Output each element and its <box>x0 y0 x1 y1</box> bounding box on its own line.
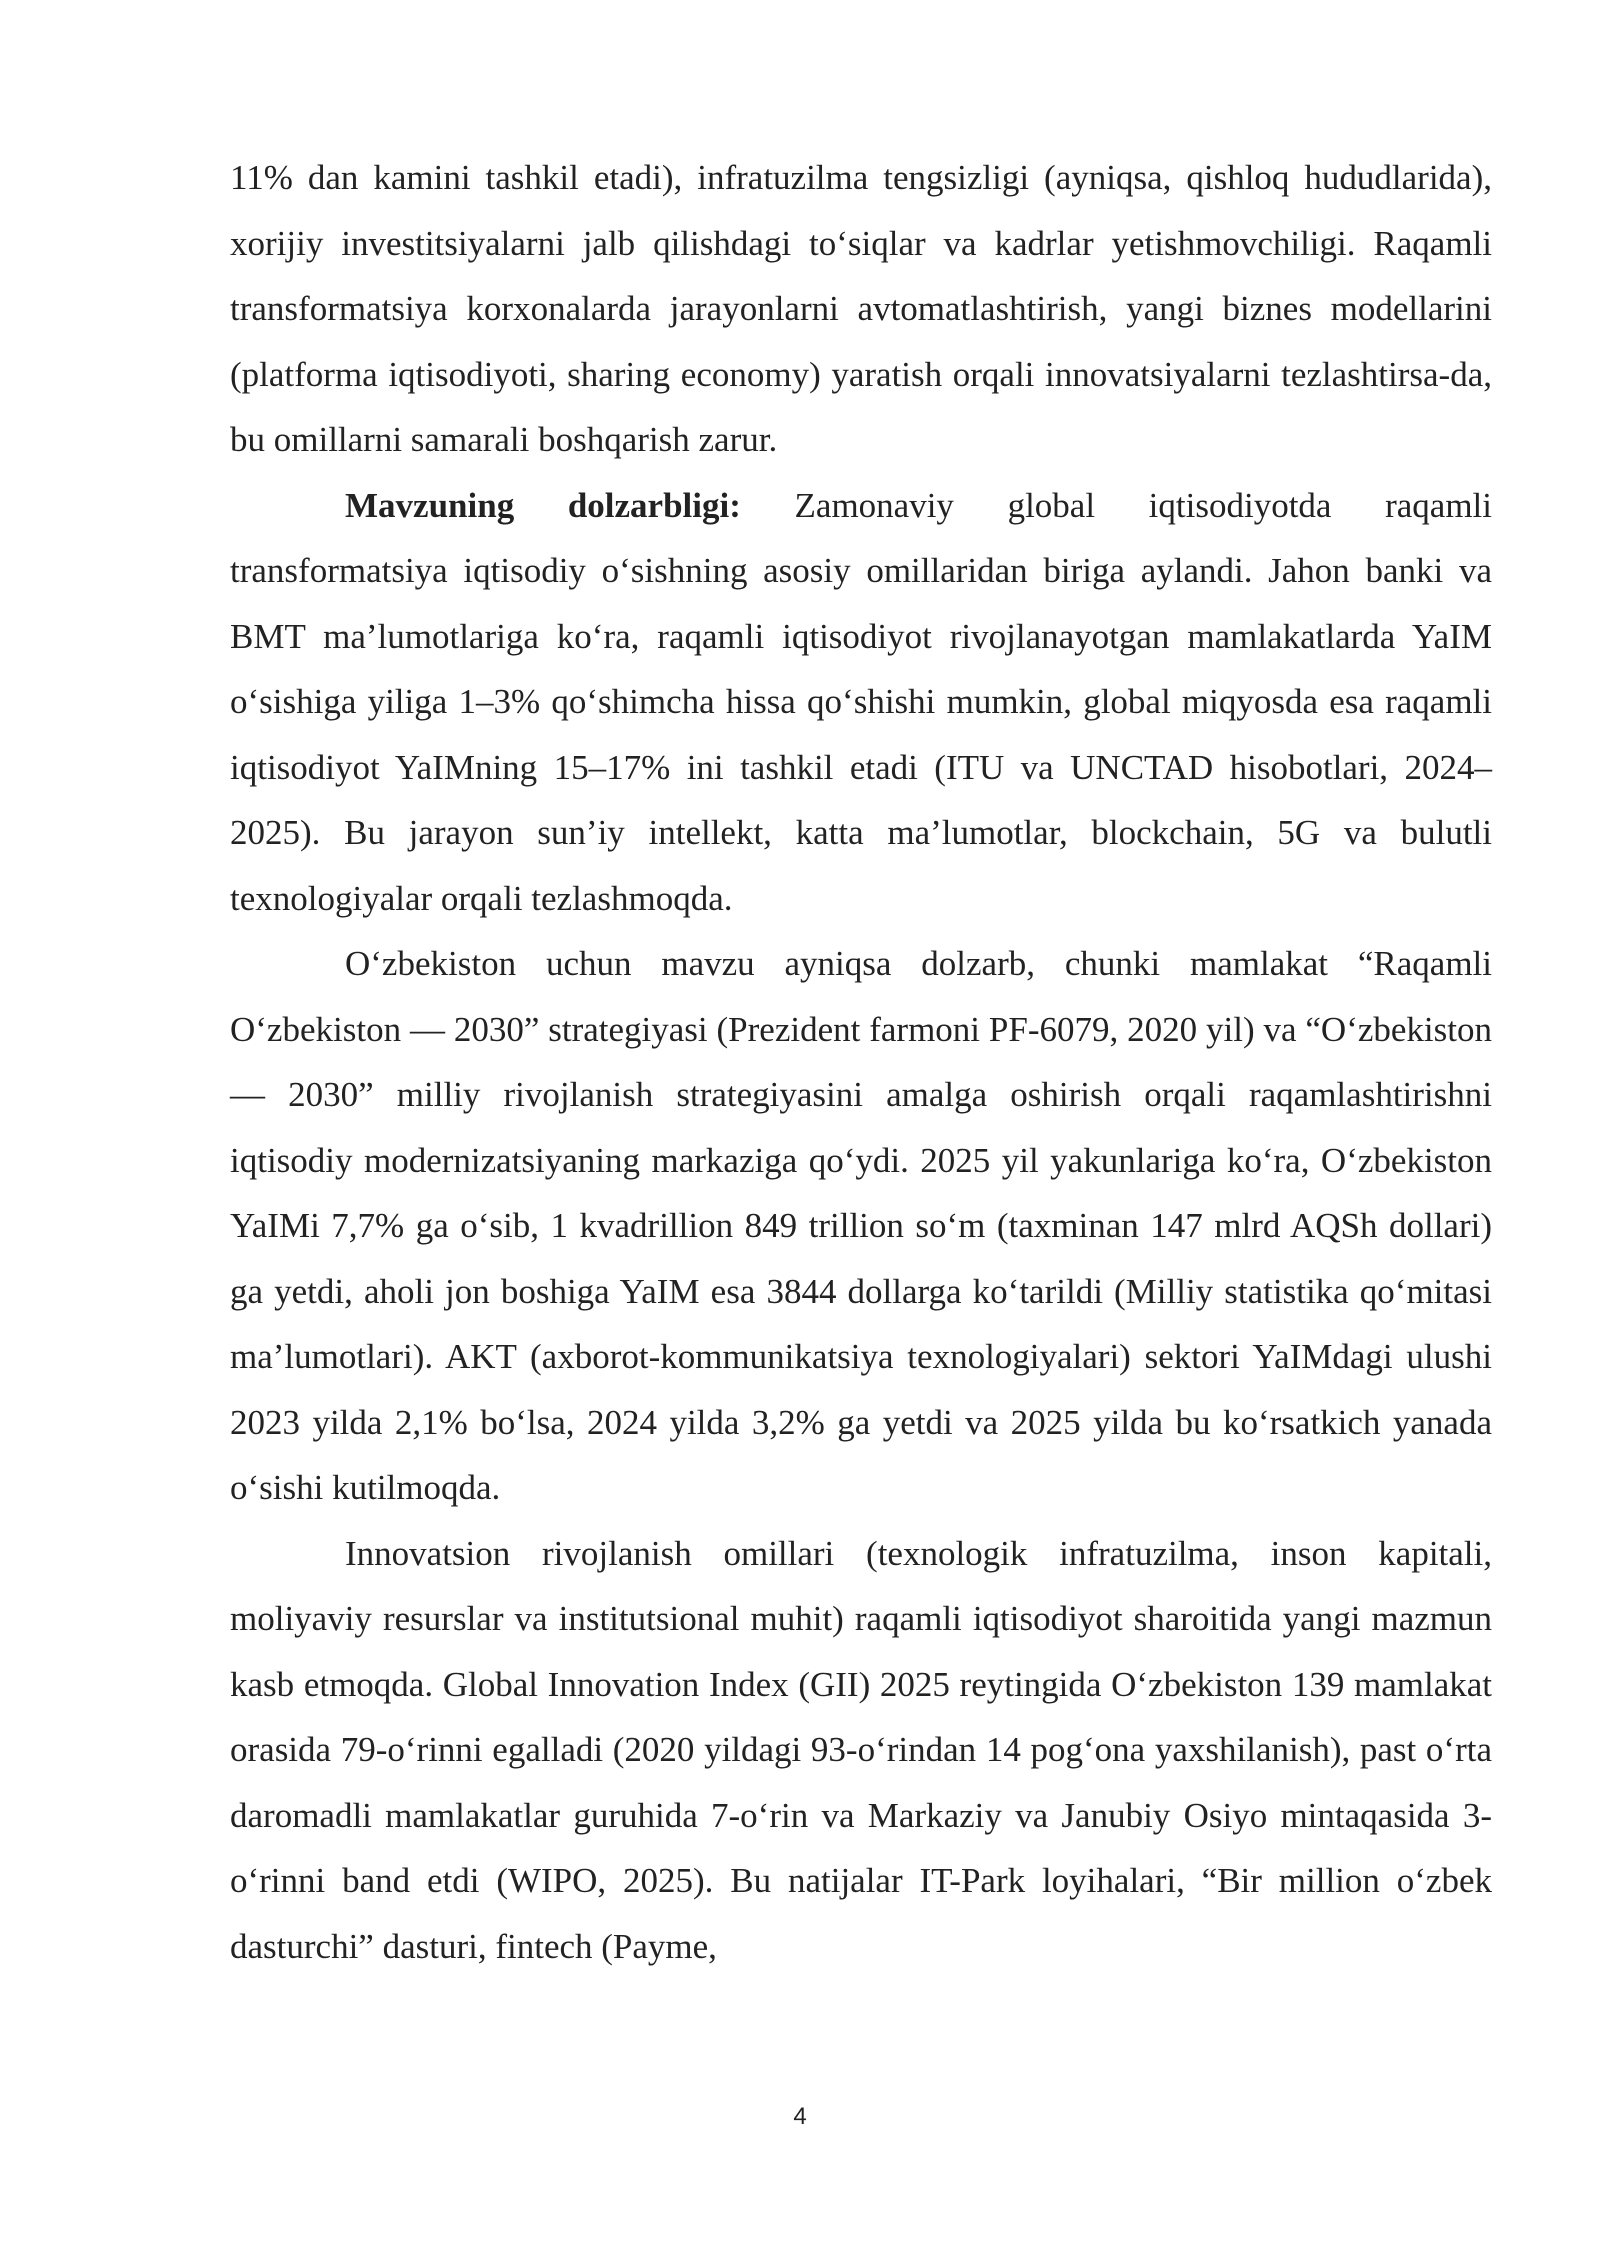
paragraph-1-text: 11% dan kamini tashkil etadi), infratuzilma tengsizligi (ayniqsa, qishloq hududlarida), xorijiy investitsiyalarni jalb qilishdagi to‘siqlar va kadrlar yetishmovchiligi. Raqamli transformatsiya korxonalarda jarayonlarni avtomatlashtirish, yangi biznes modellarini (platforma iqtisodiyoti, sharing economy) yaratish orqali innovatsiyalarni tezlashtirsa-da, bu omillarni samarali boshqarish zarur. <box>230 158 1492 459</box>
paragraph-3 <box>230 931 1492 1521</box>
paragraph-2-lead: Mavzuning dolzarbligi: <box>345 485 741 525</box>
paragraph-4 <box>230 1521 1492 1980</box>
paragraph-2-text: Zamonaviy global iqtisodiyotda raqamli transformatsiya iqtisodiy o‘sishning asosiy omillaridan biriga aylandi. Jahon banki va BMT ma’lumotlariga ko‘ra, raqamli iqtisodiyot rivojlanayotgan mamlakatlarda YaIM o‘sishiga yiliga 1–3% qo‘shimcha hissa qo‘shishi mumkin, global miqyosda esa raqamli iqtisodiyot YaIMning 15–17% ini tashkil etadi (ITU va UNCTAD hisobotlari, 2024–2025). Bu jarayon sun’iy intellekt, katta ma’lumotlar, blockchain, 5G va bulutli texnologiyalar orqali tezlashmoqda. <box>230 485 1492 918</box>
paragraph-2 <box>230 473 1492 932</box>
body-text <box>230 145 1492 1979</box>
paragraph-1 <box>230 145 1492 473</box>
paragraph-3-text: O‘zbekiston uchun mavzu ayniqsa dolzarb, chunki mamlakat “Raqamli O‘zbekiston — 2030” strategiyasi (Prezident farmoni PF-6079, 2020 yil) va “O‘zbekiston — 2030” milliy rivojlanish strategiyasini amalga oshirish orqali raqamlashtirishni iqtisodiy modernizatsiyaning markaziga qo‘ydi. 2025 yil yakunlariga ko‘ra, O‘zbekiston YaIMi 7,7% ga o‘sib, 1 kvadrillion 849 trillion so‘m (taxminan 147 mlrd AQSh dollari) ga yetdi, aholi jon boshiga YaIM esa 3844 dollarga ko‘tarildi (Milliy statistika qo‘mitasi ma’lumotlari). AKT (axborot-kommunikatsiya texnologiyalari) sektori YaIMdagi ulushi 2023 yilda 2,1% bo‘lsa, 2024 yilda 3,2% ga yetdi va 2025 yilda bu ko‘rsatkich yanada o‘sishi kutilmoqda. <box>230 944 1492 1507</box>
page-number: 4 <box>793 2103 807 2130</box>
paragraph-4-text: Innovatsion rivojlanish omillari (texnologik infratuzilma, inson kapitali, moliyaviy resurslar va institutsional muhit) raqamli iqtisodiyot sharoitida yangi mazmun kasb etmoqda. Global Innovation Index (GII) 2025 reytingida O‘zbekiston 139 mamlakat orasida 79-o‘rinni egalladi (2020 yildagi 93-o‘rindan 14 pog‘ona yaxshilanish), past o‘rta daromadli mamlakatlar guruhida 7-o‘rin va Markaziy va Janubiy Osiyo mintaqasida 3-o‘rinni band etdi (WIPO, 2025). Bu natijalar IT-Park loyihalari, “Bir million o‘zbek dasturchi” dasturi, fintech (Payme, <box>230 1533 1492 1966</box>
